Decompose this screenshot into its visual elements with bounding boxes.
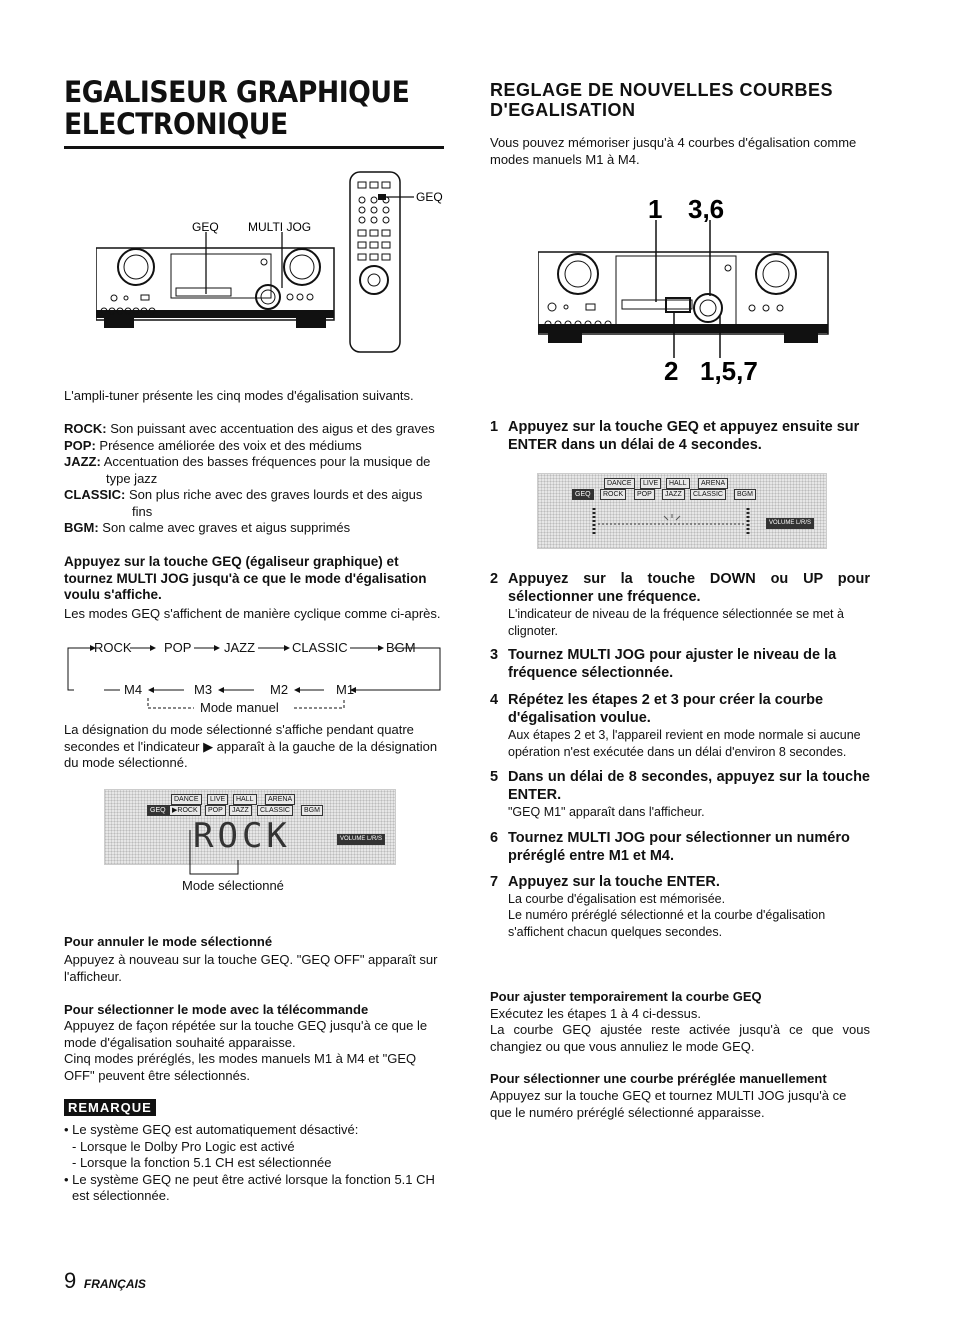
lcd-volume-tag: VOLUME L/R/S xyxy=(337,834,385,845)
lcd2-tag-hall: HALL xyxy=(666,478,690,489)
steps-list xyxy=(490,570,870,940)
lcd-tag-arena: ARENA xyxy=(265,794,295,805)
step-5 xyxy=(490,768,870,821)
step-6 xyxy=(490,829,870,865)
cycle-m1: M1 xyxy=(336,682,355,697)
multi-jog-label: MULTI JOG xyxy=(248,220,312,234)
section-heading-line-1: REGLAGE DE NOUVELLES COURBES xyxy=(490,80,834,100)
callout-step-2: 2 xyxy=(664,356,679,386)
callout-step-1-5-7: 1,5,7 xyxy=(700,356,758,386)
eq-level-bars xyxy=(588,502,758,536)
amplifier-steps-figure xyxy=(538,190,838,390)
step-body: "GEQ M1" apparaît dans l'afficheur. xyxy=(508,805,705,819)
remark-list xyxy=(64,1122,444,1205)
remote-text-2: Cinq modes préréglés, les modes manuels M1 à M4 et "GEQ OFF" peuvent être sélectionnés. xyxy=(64,1051,417,1083)
step-number: 2 xyxy=(490,571,499,587)
cycle-rock: ROCK xyxy=(94,640,132,655)
title-rule xyxy=(64,146,444,149)
lcd-tag-dance: DANCE xyxy=(171,794,202,805)
step-1 xyxy=(490,418,870,454)
step-title: Tournez MULTI JOG pour sélectionner un numéro préréglé entre M1 et M4. xyxy=(508,829,850,864)
step-number: 7 xyxy=(490,873,499,890)
geq-display-lcd xyxy=(537,473,827,549)
step-body: L'indicateur de niveau de la fréquence sélectionnée se met à clignoter. xyxy=(508,607,844,638)
cycle-intro: Les modes GEQ s'affichent de manière cyclique comme ci-après. xyxy=(64,606,441,621)
manual-heading: Pour sélectionner une courbe préréglée manuellement xyxy=(490,1071,827,1086)
lcd2-tag-bgm: BGM xyxy=(734,489,756,500)
section-heading xyxy=(490,80,890,120)
remote-heading: Pour sélectionner le mode avec la télécommande xyxy=(64,1002,369,1017)
lcd-tag-jazz: JAZZ xyxy=(229,805,252,816)
lcd-tag-bgm: BGM xyxy=(301,805,323,816)
callout-step-3-6: 3,6 xyxy=(688,194,725,224)
section-heading-line-2: D'EGALISATION xyxy=(490,100,636,120)
lcd-tag-geq: GEQ xyxy=(147,805,169,816)
lcd-tag-classic: CLASSIC xyxy=(257,805,293,816)
adjust-text-2: La courbe GEQ ajustée reste activée jusqu'à ce que vous changiez ou que vous annuliez le mode GEQ. xyxy=(490,1022,870,1054)
mode-display-paragraph: La désignation du mode sélectionné s'affiche pendant quatre secondes et l'indicateur ▶ apparaît à la gauche de la désignation du mode sélectionné. xyxy=(64,722,438,770)
lcd2-tag-dance: DANCE xyxy=(604,478,635,489)
remark-item: - Lorsque le Dolby Pro Logic est activé xyxy=(72,1138,295,1154)
manual-mode-label: Mode manuel xyxy=(200,700,279,715)
lcd-tag-hall: HALL xyxy=(233,794,257,805)
lcd2-tag-geq: GEQ xyxy=(572,489,594,500)
step-title: Dans un délai de 8 secondes, appuyez sur la touche ENTER. xyxy=(508,769,870,803)
step-2 xyxy=(490,570,870,639)
step-body: La courbe d'égalisation est mémorisée. Le numéro préréglé sélectionné et la courbe d'égalisation s'affichent chacun quelques secondes. xyxy=(508,891,826,939)
mode-cycle-diagram xyxy=(64,636,444,716)
remark-item: • Le système GEQ est automatiquement désactivé: xyxy=(64,1122,359,1137)
step-title: Appuyez sur la touche DOWN ou UP pour sélectionner une fréquence. xyxy=(508,571,870,605)
lcd2-tag-live: LIVE xyxy=(640,478,661,489)
manual-text: Appuyez sur la touche GEQ et tournez MULTI JOG jusqu'à ce que le numéro préréglé sélectionné apparaisse. xyxy=(490,1088,847,1120)
step-title: Appuyez sur la touche ENTER. xyxy=(508,873,720,890)
cancel-text: Appuyez à nouveau sur la touche GEQ. "GEQ OFF" apparaît sur l'afficheur. xyxy=(64,952,438,984)
step-number: 3 xyxy=(490,647,499,663)
page-title xyxy=(64,76,414,140)
step-number: 4 xyxy=(490,692,499,708)
mode-classic: CLASSIC: Son plus riche avec des graves lourds et des aigus fins xyxy=(64,487,423,519)
section-intro: Vous pouvez mémoriser jusqu'à 4 courbes d'égalisation comme modes manuels M1 à M4. xyxy=(490,135,857,167)
amplifier-remote-figure xyxy=(96,170,456,360)
mode-rock: ROCK: Son puissant avec accentuation des aigus et des graves xyxy=(64,421,435,436)
step-number: 6 xyxy=(490,829,499,846)
step-body: Aux étapes 2 et 3, l'appareil revient en mode normale si aucune opération n'est exécutée dans un délai d'environ 8 secondes. xyxy=(508,728,861,759)
title-line-2: ELECTRONIQUE xyxy=(64,107,288,141)
lcd2-tag-arena: ARENA xyxy=(698,478,728,489)
mode-list xyxy=(64,421,444,537)
mode-bgm: BGM: Son calme avec graves et aigus supprimés xyxy=(64,520,351,535)
step-title: Tournez MULTI JOG pour ajuster le niveau de la fréquence sélectionnée. xyxy=(508,647,837,681)
lcd-tag-rock: ▶ROCK xyxy=(169,805,201,816)
step-7 xyxy=(490,873,870,941)
page-footer xyxy=(64,1268,146,1294)
selected-mode-caption: Mode sélectionné xyxy=(182,878,284,893)
step-4 xyxy=(490,691,870,760)
adjust-text-1: Exécutez les étapes 1 à 4 ci-dessus. xyxy=(490,1006,702,1021)
step-number: 1 xyxy=(490,419,499,435)
remark-item: • Le système GEQ ne peut être activé lorsque la fonction 5.1 CH est sélectionnée. xyxy=(64,1171,435,1203)
geq-label: GEQ xyxy=(192,220,219,234)
page-language: FRANÇAIS xyxy=(83,1277,146,1291)
cycle-m2: M2 xyxy=(270,682,289,697)
mode-pop: POP: Présence améliorée des voix et des médiums xyxy=(64,437,362,453)
lcd2-tag-rock: ROCK xyxy=(600,489,626,500)
lcd2-tag-jazz: JAZZ xyxy=(662,489,685,500)
lcd2-tag-classic: CLASSIC xyxy=(690,489,726,500)
instruction-text: Appuyez sur la touche GEQ (égaliseur graphique) et tournez MULTI JOG jusqu'à ce que le mode d'égalisation voulu s'affiche. xyxy=(64,554,427,602)
callout-step-1: 1 xyxy=(648,194,663,224)
mode-jazz: JAZZ: Accentuation des basses fréquences pour la musique de type jazz xyxy=(64,454,431,486)
cancel-heading: Pour annuler le mode sélectionné xyxy=(64,934,273,949)
adjust-heading: Pour ajuster temporairement la courbe GEQ xyxy=(490,989,762,1004)
intro-text: L'ampli-tuner présente les cinq modes d'égalisation suivants. xyxy=(64,388,414,403)
remark-badge: REMARQUE xyxy=(64,1099,156,1116)
remark-item: - Lorsque la fonction 5.1 CH est sélectionnée xyxy=(72,1155,332,1170)
cycle-classic: CLASSIC xyxy=(292,640,348,655)
mode-caption-callout xyxy=(180,830,260,880)
lcd2-tag-pop: POP xyxy=(634,489,655,500)
remote-text-1: Appuyez de façon répétée sur la touche GEQ jusqu'à ce que le mode d'égalisation souhaité apparaisse. xyxy=(64,1018,428,1050)
cycle-m4: M4 xyxy=(124,682,143,697)
cycle-pop: POP xyxy=(164,640,192,655)
title-line-1: EGALISEUR GRAPHIQUE xyxy=(64,75,410,109)
cycle-bgm: BGM xyxy=(386,640,416,655)
step-number: 5 xyxy=(490,769,499,785)
remote-geq-label: GEQ xyxy=(416,190,443,204)
lcd-mode-text: ROCK xyxy=(193,816,291,856)
lcd-tag-live: LIVE xyxy=(207,794,228,805)
lcd2-volume-tag: VOLUME L/R/S xyxy=(766,518,814,529)
cycle-jazz: JAZZ xyxy=(224,640,256,655)
cycle-m3: M3 xyxy=(194,682,213,697)
step-title: Appuyez sur la touche GEQ et appuyez ensuite sur ENTER dans un délai de 4 secondes. xyxy=(508,419,860,453)
lcd-tag-pop: POP xyxy=(205,805,226,816)
page-number: 9 xyxy=(64,1268,77,1293)
step-3 xyxy=(490,646,870,682)
step-title: Répétez les étapes 2 et 3 pour créer la courbe d'égalisation voulue. xyxy=(508,692,824,726)
